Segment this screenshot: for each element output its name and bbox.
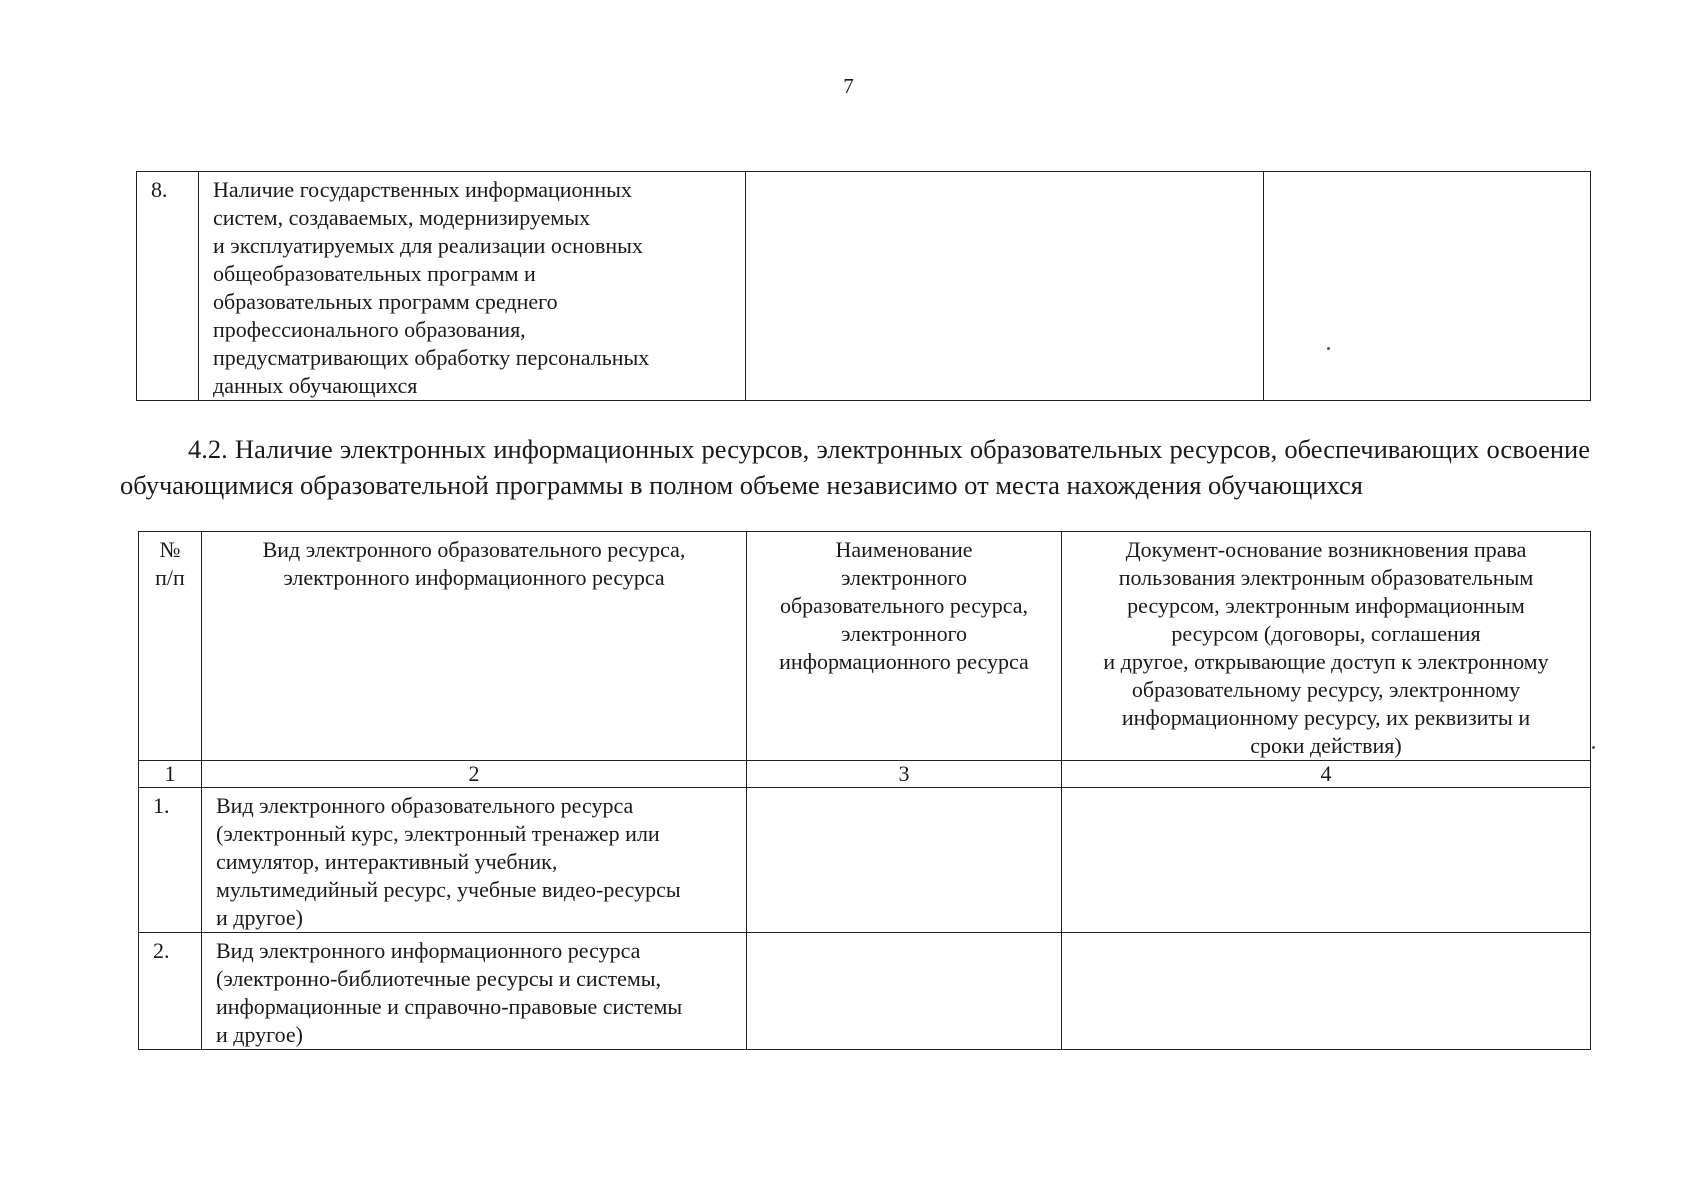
row-description: Наличие государственных информационных систем, создаваемых, модернизируемых и эксплуатируемых для реализации основных общеобразовательных программ и образовательных программ среднего профессионального образования, предусматривающих обработку персональных данных обучающихся [199, 172, 746, 401]
header-basis-document: Документ-основание возникновения права пользования электронным образовательным ресурсом, электронным информационным ресурсом (договоры, соглашения и другое, открывающие доступ к электронному образовательному ресурсу, электронному информационному ресурсу, их реквизиты и сроки действия) [1062, 532, 1591, 761]
column-number: 3 [747, 761, 1062, 788]
row-col3-cell [747, 788, 1062, 933]
header-resource-name: Наименование электронного образовательного ресурса, электронного информационного ресурса [747, 532, 1062, 761]
page-number: 7 [843, 74, 854, 98]
table-row [137, 172, 1591, 401]
row-col4-cell [1062, 933, 1591, 1050]
systems-table [136, 171, 1591, 401]
row-col4-cell [1264, 172, 1591, 401]
row-number: 1. [139, 788, 202, 933]
row-col3-cell [747, 933, 1062, 1050]
row-description: Вид электронного информационного ресурса (электронно-библиотечные ресурсы и системы, информационные и справочно-правовые системы и другое) [202, 933, 747, 1050]
scan-speck [1592, 746, 1595, 749]
row-col3-cell [746, 172, 1264, 401]
resources-table [138, 531, 1591, 1050]
table-row [139, 933, 1591, 1050]
row-description: Вид электронного образовательного ресурса (электронный курс, электронный тренажер или симулятор, интерактивный учебник, мультимедийный ресурс, учебные видео-ресурсы и другое) [202, 788, 747, 933]
column-number: 4 [1062, 761, 1591, 788]
header-number: № п/п [139, 532, 202, 761]
column-number-row [139, 761, 1591, 788]
row-number: 2. [139, 933, 202, 1050]
section-heading: 4.2. Наличие электронных информационных ресурсов, электронных образовательных ресурсов, обеспечивающих освоение обучающимися образовательной программы в полном объеме независимо от места нахождения обучающихся [120, 434, 1590, 500]
table-header-row [139, 532, 1591, 761]
column-number: 1 [139, 761, 202, 788]
column-number: 2 [202, 761, 747, 788]
row-number: 8. [137, 172, 199, 401]
table-row [139, 788, 1591, 933]
row-col4-cell [1062, 788, 1591, 933]
scan-speck [1327, 347, 1330, 350]
header-resource-type: Вид электронного образовательного ресурса, электронного информационного ресурса [202, 532, 747, 761]
